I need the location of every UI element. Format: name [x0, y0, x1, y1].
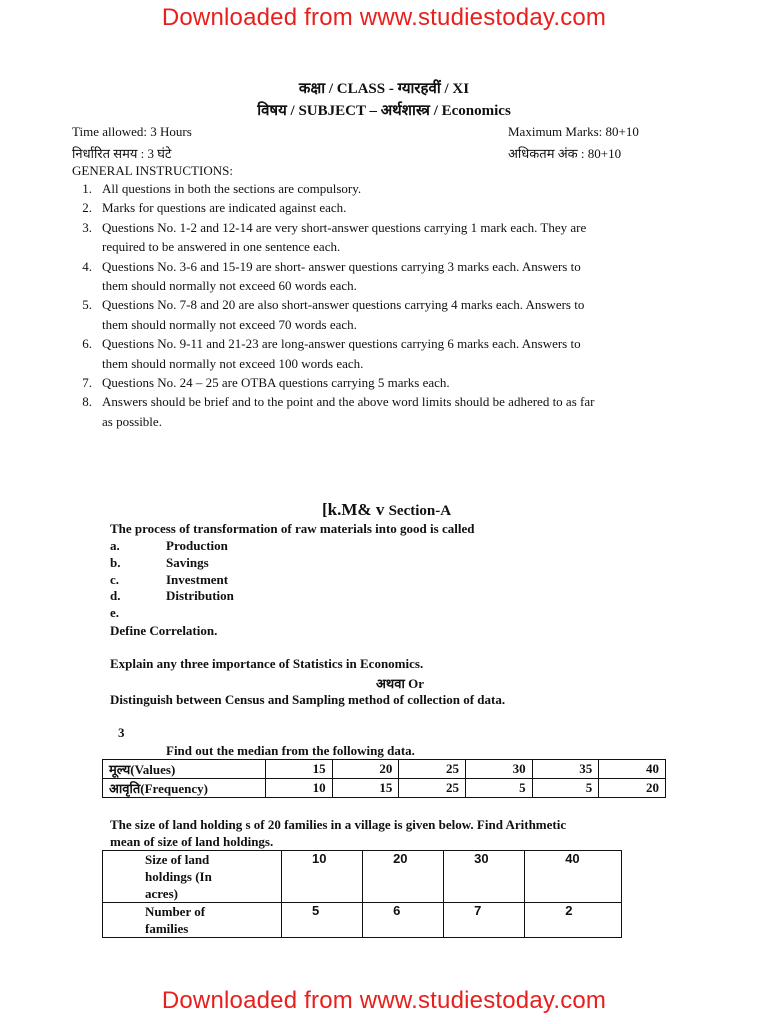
or-label: अथवा Or [376, 676, 424, 691]
question-4-number: 3 [118, 725, 125, 740]
table-cell: 30 [465, 760, 532, 779]
max-marks-hindi: अधिकतम अंक : 80+10 [508, 146, 622, 161]
table-cell: 20 [332, 760, 399, 779]
question-2-text: Define Correlation. [110, 623, 218, 638]
table-cell: 5 [465, 779, 532, 798]
question-4-text: Find out the median from the following data. [166, 743, 415, 758]
instruction-text: required to be answered in one sentence each. [102, 239, 341, 255]
subject-title: विषय / SUBJECT – अर्थशास्त्र / Economics [257, 103, 511, 119]
row-label: आवृति(Frequency) [103, 779, 266, 798]
option-letter: e. [110, 605, 120, 620]
table-cell: 6 [363, 903, 444, 938]
time-allowed-hindi: निर्धारित समय : 3 घंटे [72, 146, 172, 161]
instruction-number: 5. [82, 297, 92, 313]
instruction-text: Questions No. 7-8 and 20 are also short-answer questions carrying 4 marks each. Answers to [102, 297, 585, 313]
question-3-text: Explain any three importance of Statistics in Economics. [110, 656, 424, 671]
instruction-number: 7. [82, 375, 92, 390]
download-banner-bottom: Downloaded from www.studiestoday.com [161, 987, 607, 1014]
label-line: acres) [145, 886, 178, 901]
table-cell: 25 [399, 760, 466, 779]
instruction-text: Marks for questions are indicated against each. [102, 200, 347, 216]
label-line: Number of [145, 904, 206, 919]
label-line: Size of land [145, 852, 210, 867]
instructions-title: GENERAL INSTRUCTIONS: [72, 163, 233, 178]
table-cell: 2 [525, 903, 622, 938]
section-heading [322, 500, 451, 520]
instruction-number: 3. [82, 219, 92, 235]
question-5-text: The size of land holding s of 20 families in a village is given below. Find Arithmetic [110, 817, 567, 832]
table-cell: 5 [532, 779, 599, 798]
table-cell: 15 [332, 779, 399, 798]
max-marks: Maximum Marks: 80+10 [508, 124, 639, 139]
time-allowed: Time allowed: 3 Hours [72, 124, 192, 139]
table-cell: 20 [599, 779, 666, 798]
section-title: Section-A [388, 503, 452, 519]
table-cell: 40 [525, 851, 622, 903]
instruction-text: them should normally not exceed 60 words each. [102, 278, 357, 293]
instruction-text: Answers should be brief and to the point and the above word limits should be adhered to as far [102, 394, 595, 410]
option-letter: c. [110, 572, 120, 587]
question-1-text: The process of transformation of raw materials into good is called [110, 521, 475, 536]
instruction-text: Questions No. 9-11 and 21-23 are long-answer questions carrying 6 marks each. Answers to [102, 336, 581, 352]
option-text: Savings [166, 555, 209, 570]
table-cell: 40 [599, 760, 666, 779]
instruction-text: Questions No. 1-2 and 12-14 are very short-answer questions carrying 1 mark each. They are [102, 219, 587, 235]
table-cell: 30 [444, 851, 525, 903]
question-5-text-cont: mean of size of land holdings. [110, 834, 274, 849]
table-cell: 35 [532, 760, 599, 779]
instruction-text: them should normally not exceed 70 words each. [102, 316, 357, 332]
row-label [103, 903, 282, 938]
instruction-text: All questions in both the sections are compulsory. [102, 181, 362, 196]
land-holding-table [102, 850, 622, 938]
option-text: Investment [166, 572, 229, 587]
instruction-number: 8. [82, 394, 92, 410]
table-row [103, 851, 622, 903]
row-label [103, 851, 282, 903]
option-letter: d. [110, 588, 121, 603]
instruction-text: Questions No. 3-6 and 15-19 are short- answer questions carrying 3 marks each. Answers to [102, 258, 581, 274]
table-cell: 10 [266, 779, 333, 798]
table-row [103, 779, 666, 798]
table-cell: 10 [282, 851, 363, 903]
table-cell: 25 [399, 779, 466, 798]
option-letter: a. [110, 538, 120, 553]
instruction-text: Questions No. 24 – 25 are OTBA questions carrying 5 marks each. [102, 375, 450, 390]
instruction-text: them should normally not exceed 100 words each. [102, 355, 364, 371]
row-label: मूल्य(Values) [103, 760, 266, 779]
instruction-number: 1. [82, 181, 92, 196]
download-banner-top: Downloaded from www.studiestoday.com [161, 4, 607, 31]
option-letter: b. [110, 555, 121, 570]
instruction-number: 2. [82, 200, 92, 216]
class-title: कक्षा / CLASS - ग्यारहवीं / XI [298, 81, 470, 97]
instruction-text: as possible. [102, 413, 162, 429]
table-row [103, 903, 622, 938]
instruction-number: 4. [82, 258, 92, 274]
label-line: families [145, 921, 189, 936]
section-garbled-text: [k.M& v [322, 500, 385, 519]
median-table [102, 759, 666, 798]
table-cell: 7 [444, 903, 525, 938]
label-line: holdings (In [145, 869, 212, 884]
table-cell: 20 [363, 851, 444, 903]
option-text: Production [166, 538, 228, 553]
table-row [103, 760, 666, 779]
option-text: Distribution [166, 588, 234, 603]
question-3-alt-text: Distinguish between Census and Sampling method of collection of data. [110, 692, 506, 707]
table-cell: 15 [266, 760, 333, 779]
table-cell: 5 [282, 903, 363, 938]
instruction-number: 6. [82, 336, 92, 352]
